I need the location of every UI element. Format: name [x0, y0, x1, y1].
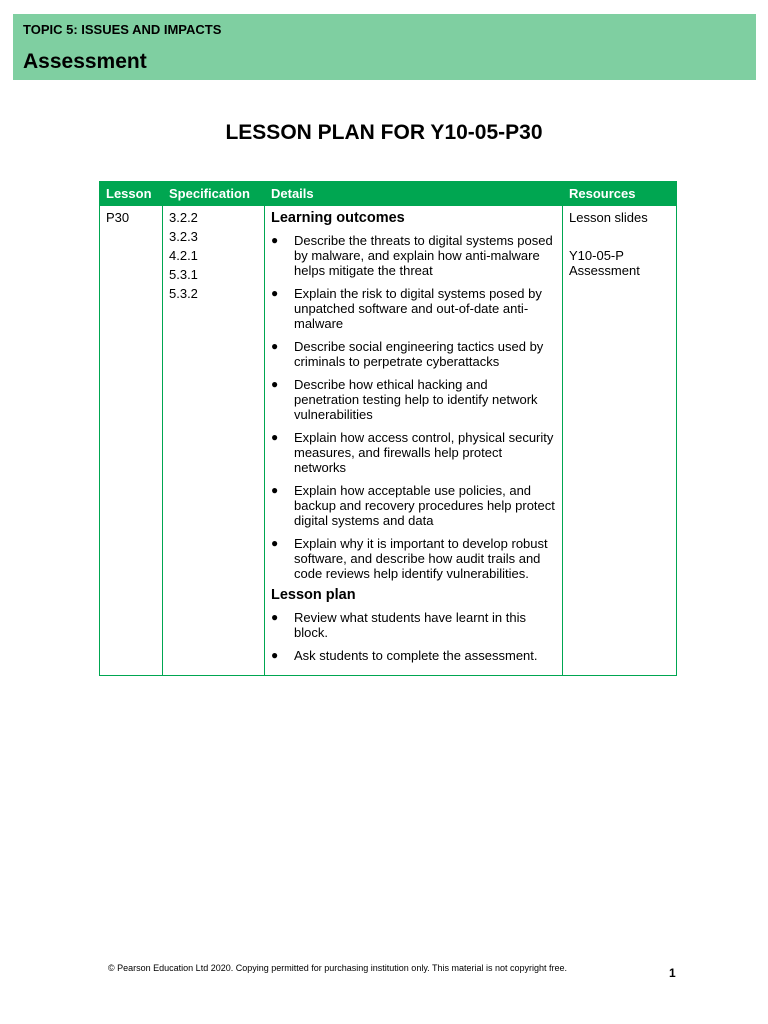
column-header-resources: Resources [563, 182, 677, 206]
bullet-icon: ● [271, 286, 279, 300]
list-item [271, 430, 556, 475]
list-item-text: Explain how access control, physical security measures, and firewalls help protect networks [294, 430, 554, 475]
learning-outcomes-list [271, 233, 556, 581]
bullet-icon: ● [271, 536, 279, 550]
list-item-text: Describe the threats to digital systems posed by malware, and explain how anti-malware helps mitigate the threat [294, 233, 553, 278]
learning-outcomes-heading: Learning outcomes [271, 210, 405, 226]
list-item-text: Ask students to complete the assessment. [294, 648, 538, 663]
list-item [271, 377, 556, 422]
list-item-text: Explain the risk to digital systems posed by unpatched software and out-of-date anti-malware [294, 286, 542, 331]
lesson-plan-list [271, 610, 556, 663]
list-item-text: Explain how acceptable use policies, and backup and recovery procedures help protect digital systems and data [294, 483, 555, 528]
lesson-code: P30 [106, 210, 130, 225]
bullet-icon: ● [271, 430, 279, 444]
lesson-cell [100, 206, 163, 676]
spec-item: 5.3.2 [169, 286, 198, 301]
copyright-notice: © Pearson Education Ltd 2020. Copying permitted for purchasing institution only. This material is not copyright free. [108, 963, 568, 973]
table-row [100, 206, 677, 676]
list-item [271, 339, 556, 369]
list-item [271, 648, 556, 663]
lesson-plan-table [99, 181, 677, 676]
list-item-text: Review what students have learnt in this block. [294, 610, 526, 640]
list-item [271, 233, 556, 278]
column-header-specification: Specification [163, 182, 265, 206]
spec-item: 3.2.2 [169, 210, 198, 225]
list-item-text: Explain why it is important to develop robust software, and describe how audit trails and code reviews help identify vulnerabilities. [294, 536, 548, 581]
bullet-icon: ● [271, 610, 279, 624]
column-header-lesson: Lesson [100, 182, 163, 206]
topic-header-band [13, 14, 756, 80]
bullet-icon: ● [271, 483, 279, 497]
list-item [271, 483, 556, 528]
list-item [271, 610, 556, 640]
specification-cell [163, 206, 265, 676]
column-header-details: Details [265, 182, 563, 206]
page-number: 1 [669, 966, 676, 980]
spec-item: 4.2.1 [169, 248, 198, 263]
bullet-icon: ● [271, 648, 279, 662]
list-item-text: Describe social engineering tactics used by criminals to perpetrate cyberattacks [294, 339, 544, 369]
resources-cell [563, 206, 677, 676]
resource-item: Lesson slides [569, 210, 648, 225]
table-header-row [100, 182, 677, 206]
list-item [271, 536, 556, 581]
list-item [271, 286, 556, 331]
list-item-text: Describe how ethical hacking and penetration testing help to identify network vulnerabilities [294, 377, 538, 422]
details-cell [265, 206, 563, 676]
bullet-icon: ● [271, 377, 279, 391]
topic-label: TOPIC 5: ISSUES AND IMPACTS [23, 22, 222, 37]
page-title: LESSON PLAN FOR Y10-05-P30 [225, 121, 543, 144]
section-title: Assessment [23, 50, 147, 73]
bullet-icon: ● [271, 233, 279, 247]
spec-item: 5.3.1 [169, 267, 198, 282]
spec-item: 3.2.3 [169, 229, 198, 244]
lesson-plan-heading: Lesson plan [271, 587, 356, 603]
resource-item: Y10-05-P Assessment [569, 248, 640, 278]
bullet-icon: ● [271, 339, 279, 353]
